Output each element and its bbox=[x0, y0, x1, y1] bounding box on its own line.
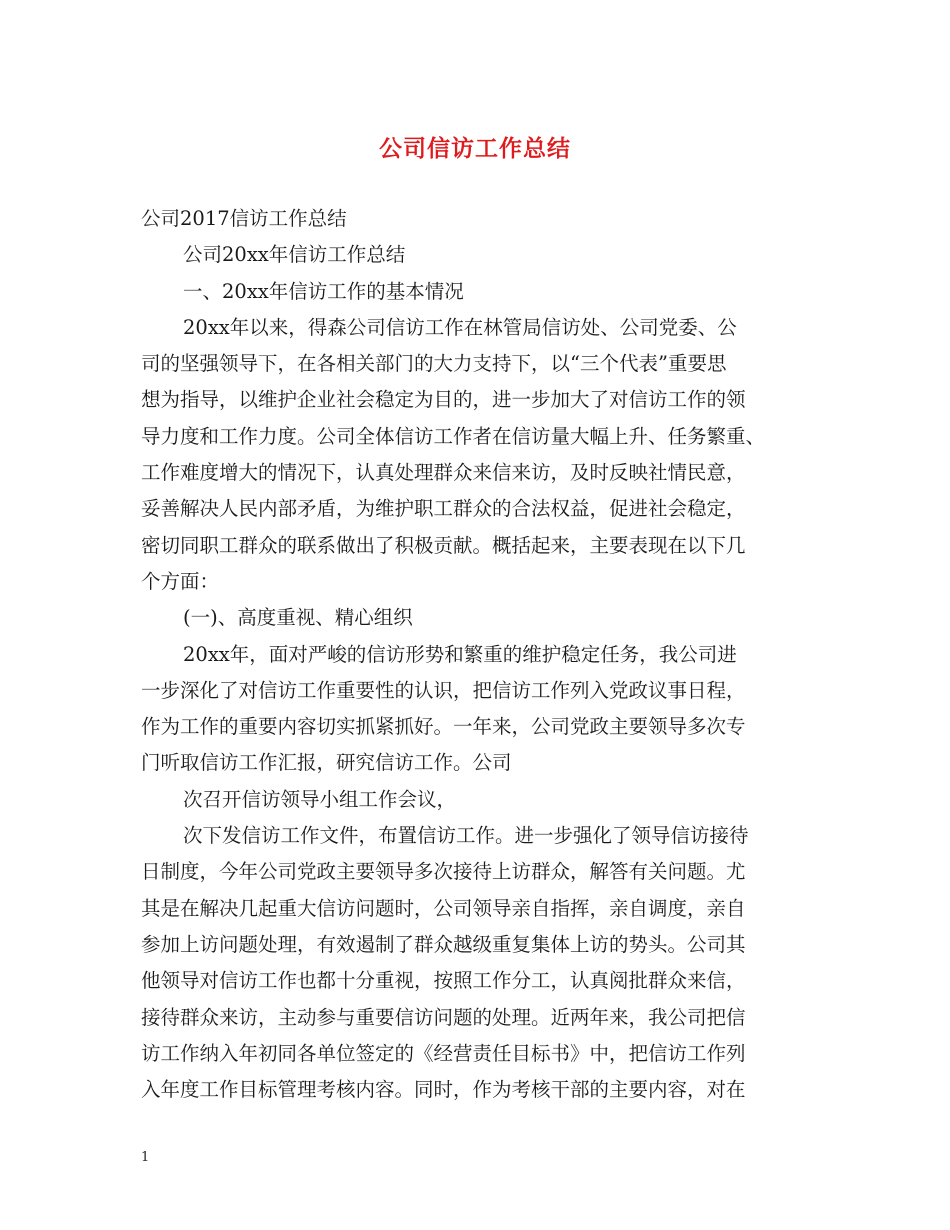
text-line: 公司20xx年信访工作总结 bbox=[183, 243, 406, 267]
text-line: 个方面： bbox=[141, 569, 220, 593]
text-line: 导力度和工作力度。公司全体信访工作者在信访量大幅上升、任务繁重、 bbox=[141, 424, 766, 448]
text-line: 次召开信访领导小组工作会议， bbox=[183, 787, 457, 811]
text-line: 门听取信访工作汇报，研究信访工作。公司 bbox=[141, 751, 512, 775]
document-title: 公司信访工作总结 bbox=[379, 136, 571, 162]
text-line: 作为工作的重要内容切实抓紧抓好。一年来，公司党政主要领导多次专 bbox=[141, 715, 746, 739]
text-line: 工作难度增大的情况下，认真处理群众来信来访，及时反映社情民意， bbox=[141, 461, 746, 485]
document-body bbox=[141, 201, 816, 1108]
text-line: 密切同职工群众的联系做出了积极贡献。概括起来，主要表现在以下几 bbox=[141, 533, 746, 557]
text-line: 司的坚强领导下，在各相关部门的大力支持下，以“三个代表”重要思 bbox=[141, 352, 727, 376]
text-line: 其是在解决几起重大信访问题时，公司领导亲自指挥，亲自调度，亲自 bbox=[141, 896, 746, 920]
text-line: 参加上访问题处理，有效遏制了群众越级重复集体上访的势头。公司其 bbox=[141, 932, 746, 956]
text-line: (一)、高度重视、精心组织 bbox=[183, 606, 413, 630]
text-line: 一、20xx年信访工作的基本情况 bbox=[183, 279, 464, 303]
text-line: 他领导对信访工作也都十分重视，按照工作分工，认真阅批群众来信， bbox=[141, 969, 746, 993]
text-line: 妥善解决人民内部矛盾，为维护职工群众的合法权益，促进社会稳定， bbox=[141, 497, 746, 521]
text-line: 公司2017信访工作总结 bbox=[141, 207, 347, 230]
text-line: 访工作纳入年初同各单位签定的《经营责任目标书》中，把信访工作列 bbox=[141, 1041, 746, 1065]
page-number: 1 bbox=[141, 1150, 150, 1165]
text-line: 想为指导，以维护企业社会稳定为目的，进一步加大了对信访工作的领 bbox=[141, 388, 746, 412]
text-line: 次下发信访工作文件，布置信访工作。进一步强化了领导信访接待 bbox=[183, 824, 749, 848]
text-line: 接待群众来访，主动参与重要信访问题的处理。近两年来，我公司把信 bbox=[141, 1005, 746, 1029]
text-line: 入年度工作目标管理考核内容。同时，作为考核干部的主要内容，对在 bbox=[141, 1078, 746, 1102]
text-line: 日制度，今年公司党政主要领导多次接待上访群众，解答有关问题。尤 bbox=[141, 860, 746, 884]
text-line: 20xx年以来，得森公司信访工作在林管局信访处、公司党委、公 bbox=[183, 315, 737, 339]
text-line: 一步深化了对信访工作重要性的认识，把信访工作列入党政议事日程， bbox=[141, 678, 746, 702]
text-line: 20xx年，面对严峻的信访形势和繁重的维护稳定任务，我公司进 bbox=[183, 642, 737, 666]
